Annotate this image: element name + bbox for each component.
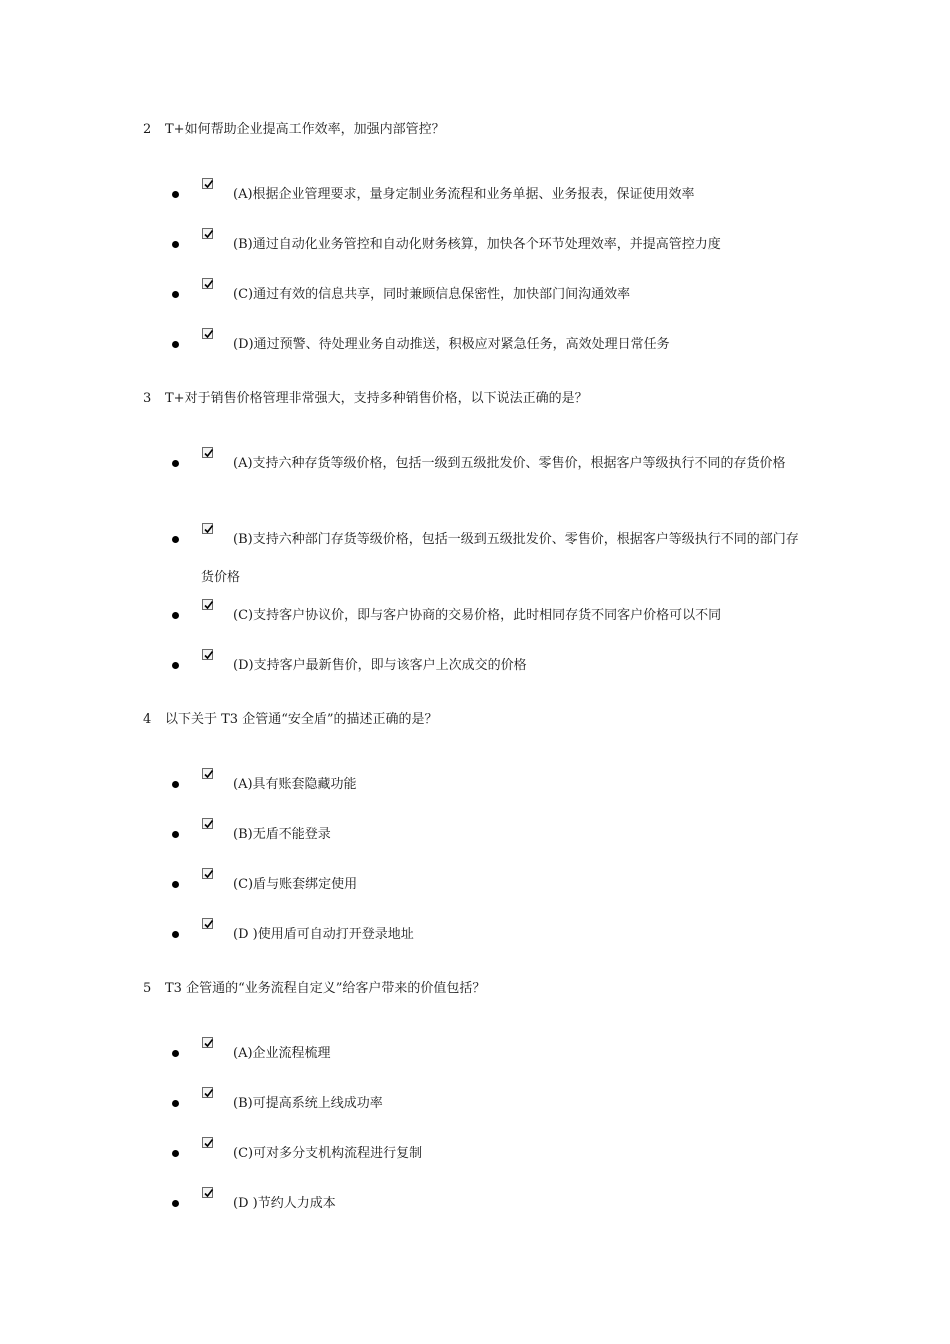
question-3	[143, 390, 588, 408]
bullet-icon	[172, 291, 179, 298]
bullet-icon	[172, 781, 179, 788]
question-text: T+对于销售价格管理非常强大，支持多种销售价格，以下说法正确的是？	[165, 391, 588, 406]
option-3d	[172, 647, 822, 685]
checkbox-checked-icon[interactable]	[202, 278, 213, 289]
checkbox-checked-icon[interactable]	[202, 649, 213, 660]
option-label: (A)企业流程梳理	[233, 1046, 331, 1061]
bullet-icon	[172, 536, 179, 543]
question-number: 2	[143, 122, 152, 137]
option-label: (D )使用盾可自动打开登录地址	[233, 927, 414, 942]
option-label: (D )节约人力成本	[233, 1196, 336, 1211]
option-2a	[172, 176, 822, 214]
question-number: 4	[143, 712, 152, 727]
bullet-icon	[172, 831, 179, 838]
checkbox-checked-icon[interactable]	[202, 1037, 213, 1048]
option-label: (C)盾与账套绑定使用	[233, 877, 358, 892]
bullet-icon	[172, 1100, 179, 1107]
question-text: T3 企管通的“业务流程自定义”给客户带来的价值包括？	[165, 981, 486, 996]
bullet-icon	[172, 1200, 179, 1207]
option-4a	[172, 766, 822, 804]
question-text: T+如何帮助企业提高工作效率，加强内部管控？	[165, 122, 445, 137]
option-label: (B)支持六种部门存货等级价格，包括一级到五级批发价、零售价，根据客户等级执行不同的部门存货价格	[201, 532, 799, 585]
question-4	[143, 711, 438, 729]
option-2c	[172, 276, 822, 314]
option-3b	[172, 521, 822, 597]
checkbox-checked-icon[interactable]	[202, 1137, 213, 1148]
option-4b	[172, 816, 822, 854]
bullet-icon	[172, 1150, 179, 1157]
checkbox-checked-icon[interactable]	[202, 228, 213, 239]
checkbox-checked-icon[interactable]	[202, 868, 213, 879]
bullet-icon	[172, 881, 179, 888]
option-label: (A)支持六种存货等级价格，包括一级到五级批发价、零售价，根据客户等级执行不同的存货价格	[233, 456, 786, 471]
bullet-icon	[172, 1050, 179, 1057]
option-2d	[172, 326, 822, 364]
question-number: 3	[143, 391, 152, 406]
bullet-icon	[172, 662, 179, 669]
question-2	[143, 121, 445, 139]
checkbox-checked-icon[interactable]	[202, 768, 213, 779]
checkbox-checked-icon[interactable]	[202, 599, 213, 610]
option-label: (C)可对多分支机构流程进行复制	[233, 1146, 423, 1161]
option-label: (C)通过有效的信息共享，同时兼顾信息保密性，加快部门间沟通效率	[233, 287, 631, 302]
checkbox-checked-icon[interactable]	[202, 818, 213, 829]
option-5a	[172, 1035, 822, 1073]
option-2b	[172, 226, 822, 264]
question-number: 5	[143, 981, 152, 996]
bullet-icon	[172, 191, 179, 198]
option-label: (B)通过自动化业务管控和自动化财务核算，加快各个环节处理效率，并提高管控力度	[233, 237, 721, 252]
checkbox-checked-icon[interactable]	[202, 328, 213, 339]
checkbox-checked-icon[interactable]	[202, 1187, 213, 1198]
option-label: (A)具有账套隐藏功能	[233, 777, 357, 792]
bullet-icon	[172, 460, 179, 467]
option-label: (A)根据企业管理要求，量身定制业务流程和业务单据、业务报表，保证使用效率	[233, 187, 695, 202]
option-3c	[172, 597, 822, 635]
bullet-icon	[172, 241, 179, 248]
question-text: 以下关于 T3 企管通“安全盾”的描述正确的是？	[165, 712, 438, 727]
option-label: (B)可提高系统上线成功率	[233, 1096, 383, 1111]
question-5	[143, 980, 485, 998]
option-5b	[172, 1085, 822, 1123]
checkbox-checked-icon[interactable]	[202, 178, 213, 189]
option-5d	[172, 1185, 822, 1223]
option-label: (B)无盾不能登录	[233, 827, 331, 842]
bullet-icon	[172, 931, 179, 938]
checkbox-checked-icon[interactable]	[202, 1087, 213, 1098]
bullet-icon	[172, 341, 179, 348]
option-label: (C)支持客户协议价，即与客户协商的交易价格，此时相同存货不同客户价格可以不同	[233, 608, 722, 623]
option-4d	[172, 916, 822, 954]
bullet-icon	[172, 612, 179, 619]
option-label: (D)支持客户最新售价，即与该客户上次成交的价格	[233, 658, 527, 673]
option-4c	[172, 866, 822, 904]
option-label: (D)通过预警、待处理业务自动推送，积极应对紧急任务，高效处理日常任务	[233, 337, 670, 352]
option-3a	[172, 445, 822, 521]
option-5c	[172, 1135, 822, 1173]
checkbox-checked-icon[interactable]	[202, 918, 213, 929]
